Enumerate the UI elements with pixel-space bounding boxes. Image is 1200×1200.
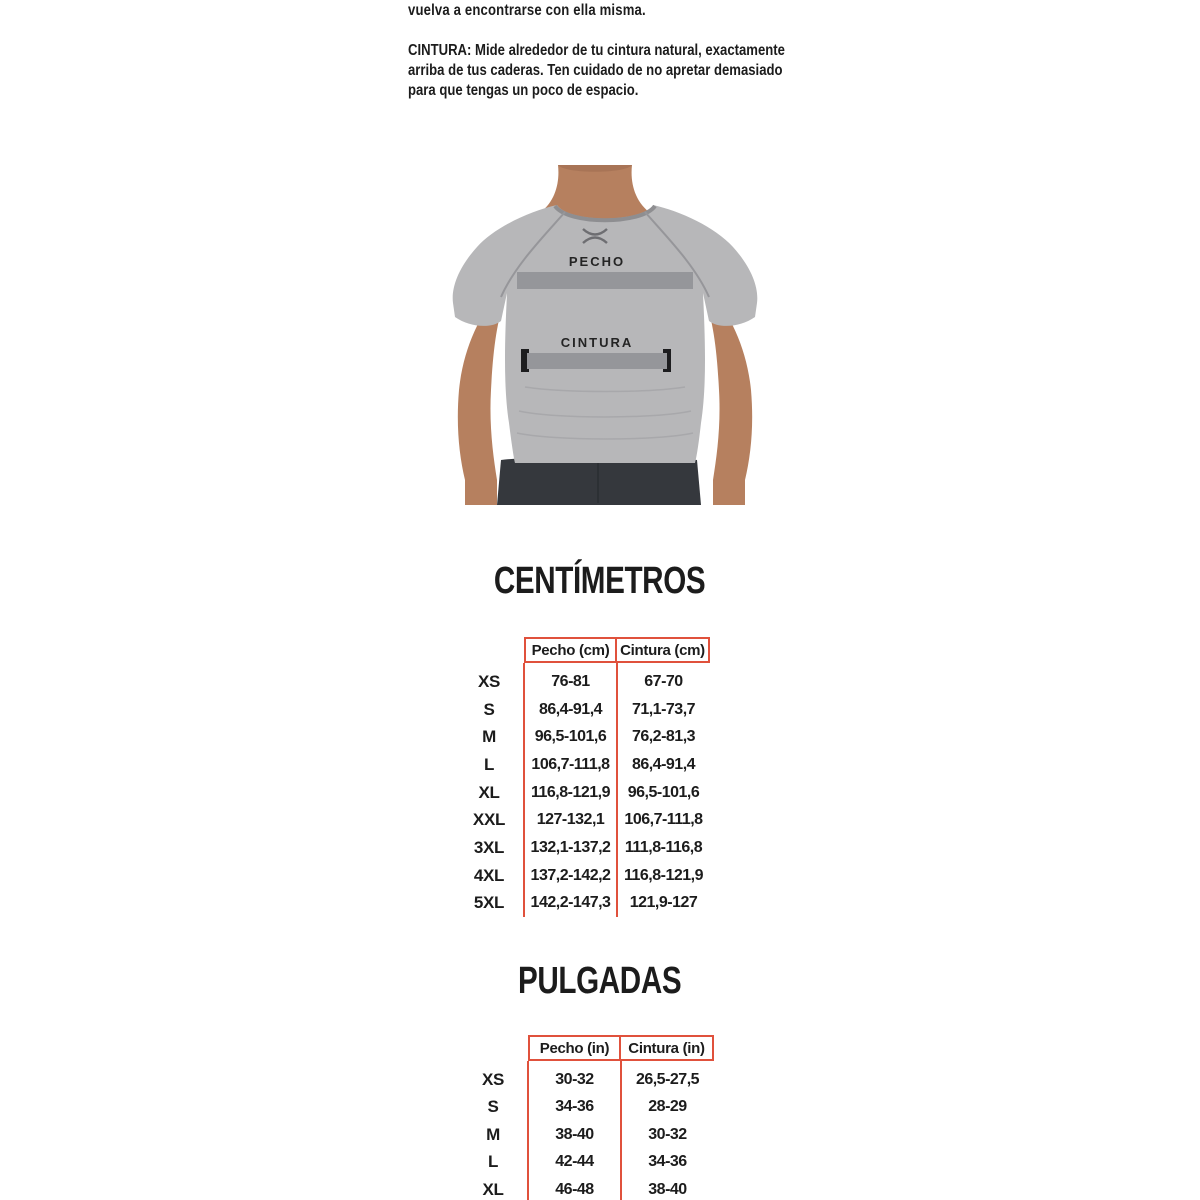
chest-cell: 42-44	[555, 1153, 594, 1171]
waist-cell: 67-70	[644, 672, 683, 690]
size-label: 4XL	[473, 865, 505, 885]
size-label: L	[483, 754, 495, 774]
chest-cell: 76-81	[551, 672, 590, 690]
waist-instruction-line: arriba de tus caderas. Ten cuidado de no apretar demasiado	[408, 62, 783, 79]
header-spacer	[458, 1035, 528, 1061]
table-divider	[523, 663, 525, 917]
measurement-figure-image	[435, 165, 775, 505]
waist-cell: 34-36	[648, 1153, 687, 1171]
chest-cell: 46-48	[555, 1180, 594, 1198]
waist-cell: 28-29	[648, 1098, 687, 1116]
table-divider	[616, 663, 618, 917]
in-table-header	[458, 1035, 714, 1061]
waist-cell: 121,9-127	[629, 894, 698, 912]
chest-cell: 38-40	[555, 1125, 594, 1143]
cm-table-title: CENTÍMETROS	[494, 560, 706, 602]
chest-cell: 127-132,1	[536, 811, 605, 829]
waist-instruction	[408, 41, 868, 101]
waist-instruction-line: para que tengas un poco de espacio.	[408, 82, 639, 99]
waist-instruction-line: CINTURA: Mide alrededor de tu cintura natural, exactamente	[408, 42, 785, 59]
chest-measure-band	[517, 272, 693, 289]
chest-cell: 106,7-111,8	[531, 755, 610, 773]
size-label: L	[487, 1152, 499, 1172]
size-label: XS	[477, 671, 501, 691]
chest-column-header: Pecho (cm)	[524, 637, 617, 663]
waist-measure-band	[527, 353, 667, 369]
in-size-table	[458, 1035, 714, 1200]
size-label: 5XL	[473, 893, 505, 913]
waist-cell: 71,1-73,7	[631, 700, 696, 718]
chest-cell: 137,2-142,2	[530, 866, 611, 884]
compression-shirt	[453, 205, 758, 463]
table-divider	[620, 1061, 622, 1200]
cm-table-body	[454, 663, 710, 917]
chest-cell: 116,8-121,9	[530, 783, 611, 801]
header-spacer	[454, 637, 524, 663]
chest-label: PECHO	[568, 254, 626, 269]
size-label: S	[483, 699, 495, 719]
chest-cell: 86,4-91,4	[538, 700, 603, 718]
waist-cell: 116,8-121,9	[623, 866, 704, 884]
waist-column-header: Cintura (cm)	[617, 637, 710, 663]
in-table-title: PULGADAS	[518, 960, 682, 1002]
waist-cell: 106,7-111,8	[624, 811, 703, 829]
size-label: 3XL	[473, 837, 505, 857]
chest-cell: 34-36	[555, 1098, 594, 1116]
cm-table-header	[454, 637, 710, 663]
chest-cell: 30-32	[555, 1070, 594, 1088]
waist-cell: 38-40	[648, 1180, 687, 1198]
chest-cell: 132,1-137,2	[530, 838, 611, 856]
waist-label: CINTURA	[560, 335, 634, 350]
size-label: S	[487, 1097, 499, 1117]
waist-cell: 96,5-101,6	[627, 783, 700, 801]
waist-cell: 26,5-27,5	[635, 1070, 700, 1088]
size-label: XL	[482, 1179, 504, 1199]
size-label: M	[486, 1124, 500, 1144]
chest-cell: 142,2-147,3	[530, 894, 611, 912]
waist-cell: 30-32	[648, 1125, 687, 1143]
size-label: XS	[481, 1069, 505, 1089]
intro-text: vuelva a encontrarse con ella misma.	[408, 2, 646, 19]
size-label: XXL	[472, 810, 506, 830]
waist-column-header: Cintura (in)	[621, 1035, 714, 1061]
waist-cell: 76,2-81,3	[631, 728, 696, 746]
waist-cell: 86,4-91,4	[631, 755, 696, 773]
chest-column-header: Pecho (in)	[528, 1035, 621, 1061]
waist-instruction-label: CINTURA:	[408, 42, 472, 59]
size-label: XL	[478, 782, 500, 802]
table-divider	[527, 1061, 529, 1200]
in-table-body	[458, 1061, 714, 1200]
cm-size-table	[454, 637, 710, 917]
size-label: M	[482, 727, 496, 747]
chest-cell: 96,5-101,6	[534, 728, 607, 746]
waist-cell: 111,8-116,8	[624, 838, 703, 856]
